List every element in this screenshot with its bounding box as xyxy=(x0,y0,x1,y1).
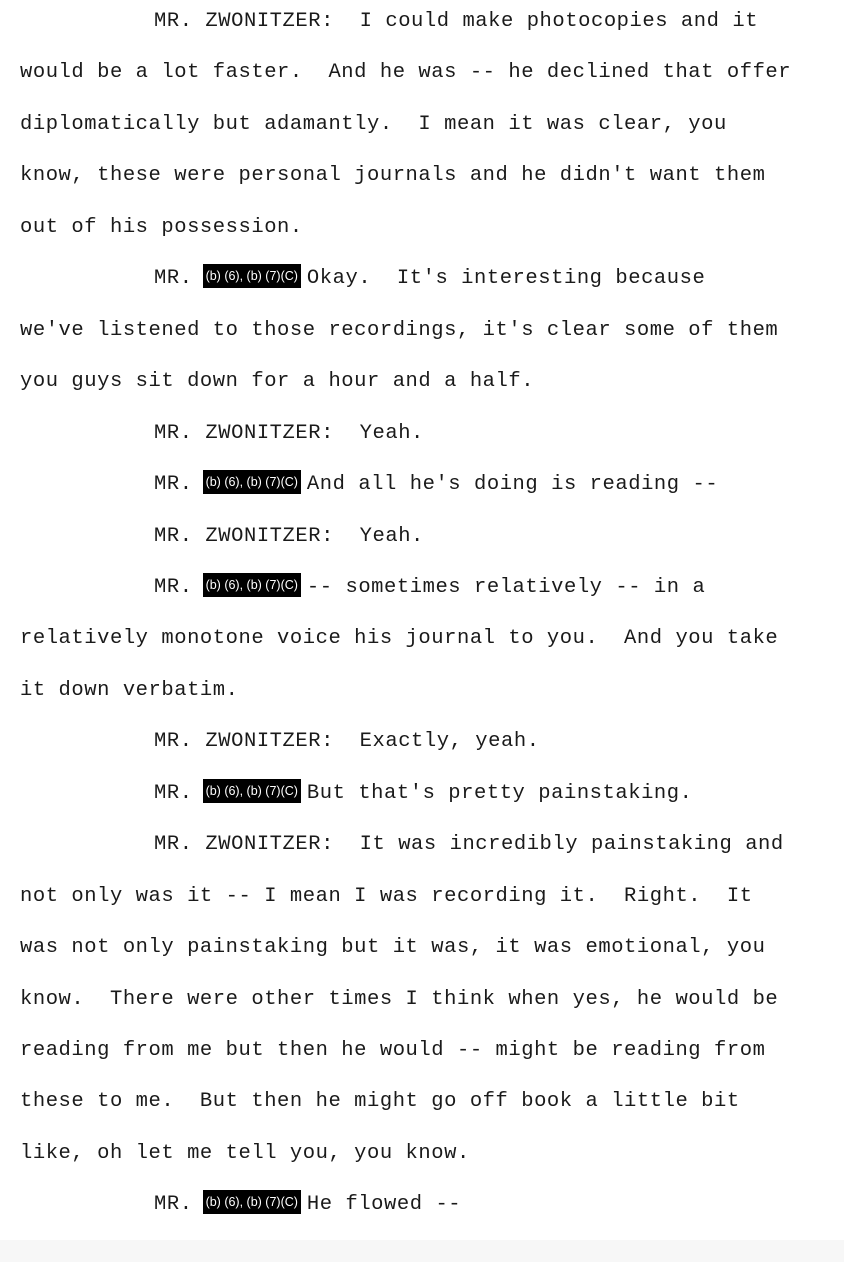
transcript-text: we've listened to those recordings, it's clear some of them xyxy=(20,318,779,342)
transcript-text: these to me. But then he might go off book a little bit xyxy=(20,1090,740,1114)
transcript-line xyxy=(154,830,784,860)
transcript-text: relatively monotone voice his journal to you. And you take xyxy=(20,627,779,651)
transcript-line xyxy=(20,985,778,1015)
transcript-line xyxy=(20,213,303,243)
transcript-line xyxy=(154,7,758,37)
transcript-line xyxy=(20,933,765,963)
transcript-line xyxy=(154,419,424,449)
transcript-line xyxy=(20,1087,740,1117)
transcript-text: know. There were other times I think when yes, he would be xyxy=(20,987,779,1011)
transcript-text: MR. xyxy=(154,781,193,805)
transcript-text: MR. ZWONITZER: I could make photocopies and it xyxy=(154,10,759,33)
redaction-box: (b) (6), (b) (7)(C) xyxy=(203,573,301,597)
transcript-line xyxy=(20,1139,470,1169)
transcript-text: MR. ZWONITZER: Exactly, yeah. xyxy=(154,730,540,754)
redaction-box: (b) (6), (b) (7)(C) xyxy=(203,264,301,288)
transcript-line xyxy=(20,58,791,88)
transcript-text: And all he's doing is reading -- xyxy=(306,473,719,497)
transcript-line xyxy=(154,727,540,757)
transcript-line xyxy=(154,779,692,809)
page-bottom-edge xyxy=(0,1240,844,1262)
transcript-line xyxy=(154,264,705,294)
transcript-text: -- sometimes relatively -- in a xyxy=(306,575,706,599)
redaction-box: (b) (6), (b) (7)(C) xyxy=(203,1190,301,1214)
transcript-text: it down verbatim. xyxy=(20,678,239,702)
transcript-text: MR. ZWONITZER: It was incredibly painstaking and xyxy=(154,833,784,857)
redaction-box: (b) (6), (b) (7)(C) xyxy=(203,470,301,494)
transcript-line xyxy=(154,522,424,552)
transcript-text: Okay. It's interesting because xyxy=(306,267,706,291)
transcript-text: He flowed -- xyxy=(306,1193,462,1217)
transcript-text: MR. ZWONITZER: Yeah. xyxy=(154,524,424,548)
transcript-text: diplomatically but adamantly. I mean it was clear, you xyxy=(20,112,727,136)
transcript-text: MR. xyxy=(154,473,193,497)
transcript-text: But that's pretty painstaking. xyxy=(306,781,693,805)
transcript-text: like, oh let me tell you, you know. xyxy=(20,1141,470,1165)
transcript-text: out of his possession. xyxy=(20,215,303,239)
transcript-line xyxy=(20,161,765,191)
transcript-line xyxy=(20,882,753,912)
transcript-text: you guys sit down for a hour and a half. xyxy=(20,370,535,394)
transcript-text: MR. ZWONITZER: Yeah. xyxy=(154,421,424,445)
transcript-line xyxy=(20,316,778,346)
transcript-line xyxy=(20,624,778,654)
transcript-line xyxy=(154,470,718,500)
transcript-line xyxy=(154,1190,461,1220)
transcript-line xyxy=(154,573,705,603)
transcript-text: not only was it -- I mean I was recording it. Right. It xyxy=(20,884,753,908)
transcript-text: know, these were personal journals and he didn't want them xyxy=(20,164,766,188)
transcript-line xyxy=(20,1036,765,1066)
transcript-text: MR. xyxy=(154,267,193,291)
redaction-box: (b) (6), (b) (7)(C) xyxy=(203,779,301,803)
transcript-line xyxy=(20,367,534,397)
transcript-text: would be a lot faster. And he was -- he declined that offer xyxy=(20,61,792,85)
transcript-line xyxy=(20,110,727,140)
transcript-text: MR. xyxy=(154,1193,193,1217)
transcript-text: was not only painstaking but it was, it was emotional, you xyxy=(20,936,766,960)
transcript-text: reading from me but then he would -- might be reading from xyxy=(20,1039,766,1062)
transcript-text: MR. xyxy=(154,575,193,599)
transcript-line xyxy=(20,676,238,706)
